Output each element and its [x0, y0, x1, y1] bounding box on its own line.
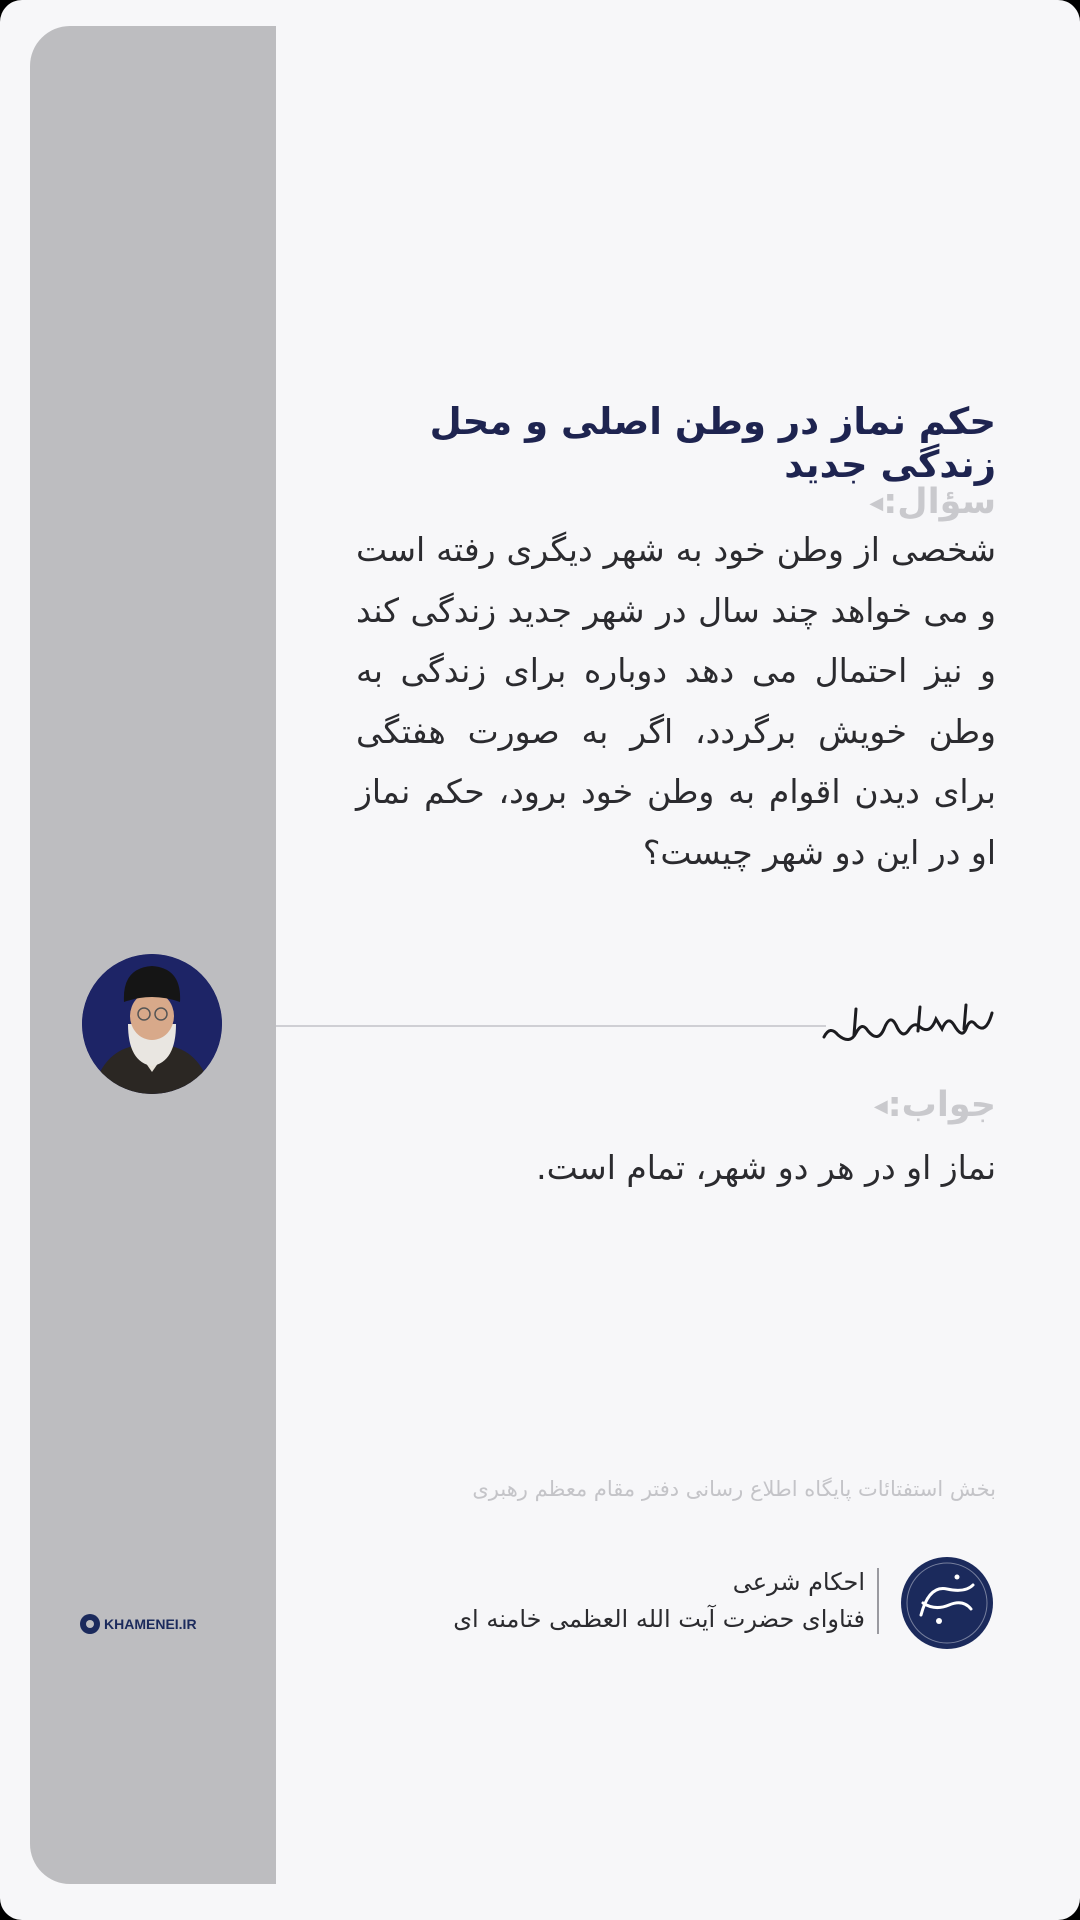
answer-label [868, 1085, 996, 1125]
question-label [863, 482, 996, 522]
fiqh-seal-logo [899, 1555, 995, 1651]
bismillah-calligraphy [816, 995, 996, 1055]
khamenei-brand-logo [76, 1609, 236, 1639]
source-credit: بخش استفتائات پایگاه اطلاع رسانی دفتر مقام معظم رهبری [472, 1477, 996, 1501]
footer-separator [877, 1568, 879, 1634]
question-text: شخصی از وطن خود به شهر دیگری رفته است و می خواهد چند سال در شهر جدید زندگی کند و نیز احتمال می دهد دوباره برای زندگی به وطن خویش برگردد، اگر به صورت هفتگی برای دیدن اقوام به وطن خود برود، حکم نماز او در این دو شهر چیست؟ [356, 530, 996, 872]
article-title: حکم نماز در وطن اصلی و محل زندگی جدید [429, 400, 996, 486]
answer-text: نماز او در هر دو شهر، تمام است. [536, 1148, 996, 1187]
question-label-text: سؤال: [883, 482, 996, 522]
footer-fatwa: فتاوای حضرت آیت الله العظمی خامنه ای [453, 1605, 865, 1633]
portrait-avatar [82, 954, 222, 1094]
footer-series: احکام شرعی [732, 1568, 865, 1596]
divider-line [276, 1025, 826, 1027]
triangle-marker-icon: ◀ [873, 1095, 888, 1117]
gear-icon [80, 1614, 100, 1634]
triangle-marker-icon: ◀ [869, 492, 884, 514]
brand-text: KHAMENEI.IR [104, 1616, 197, 1632]
footer-text-block [305, 1565, 865, 1639]
answer-label-text: جواب: [887, 1085, 996, 1125]
